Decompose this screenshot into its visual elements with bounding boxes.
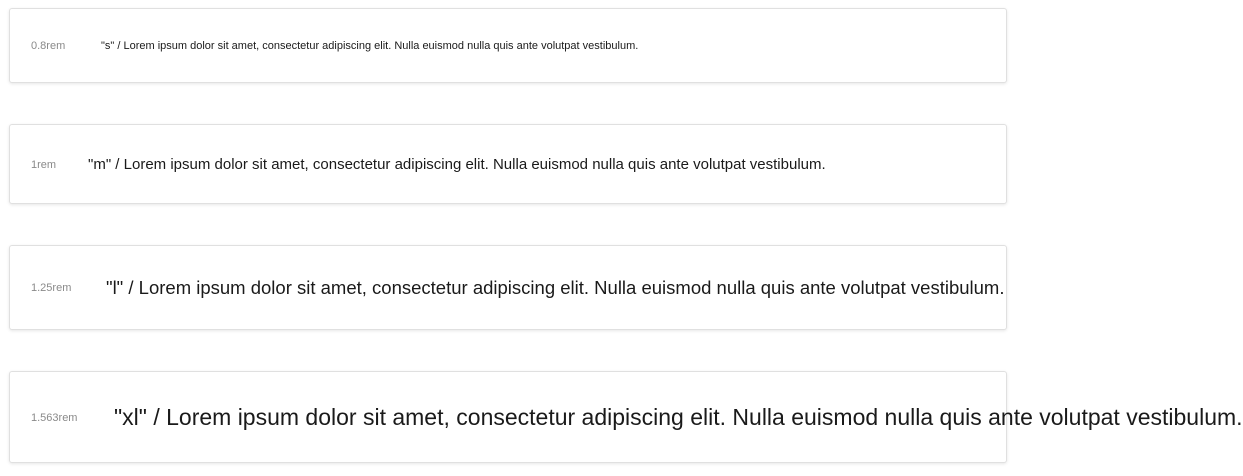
type-scale-card-xl <box>9 371 1243 463</box>
sample-text: "s" / Lorem ipsum dolor sit amet, consectetur adipiscing elit. Nulla euismod nulla quis ante volutpat vestibulum. <box>101 39 639 52</box>
size-label: 1.25rem <box>31 282 72 294</box>
type-scale-card-l <box>9 245 1007 330</box>
type-scale-card-m <box>9 124 1007 204</box>
sample-text: "l" / Lorem ipsum dolor sit amet, consectetur adipiscing elit. Nulla euismod nulla quis ante volutpat vestibulum. <box>106 276 1005 298</box>
size-label: 0.8rem <box>31 40 66 52</box>
sample-text: "xl" / Lorem ipsum dolor sit amet, consectetur adipiscing elit. Nulla euismod nulla quis ante volutpat vestibulum. <box>114 403 1243 430</box>
type-scale-card-s <box>9 8 1007 83</box>
size-label: 1.563rem <box>31 411 78 424</box>
sample-text: "m" / Lorem ipsum dolor sit amet, consectetur adipiscing elit. Nulla euismod nulla quis ante volutpat vestibulum. <box>88 155 826 173</box>
size-label: 1rem <box>31 158 57 171</box>
